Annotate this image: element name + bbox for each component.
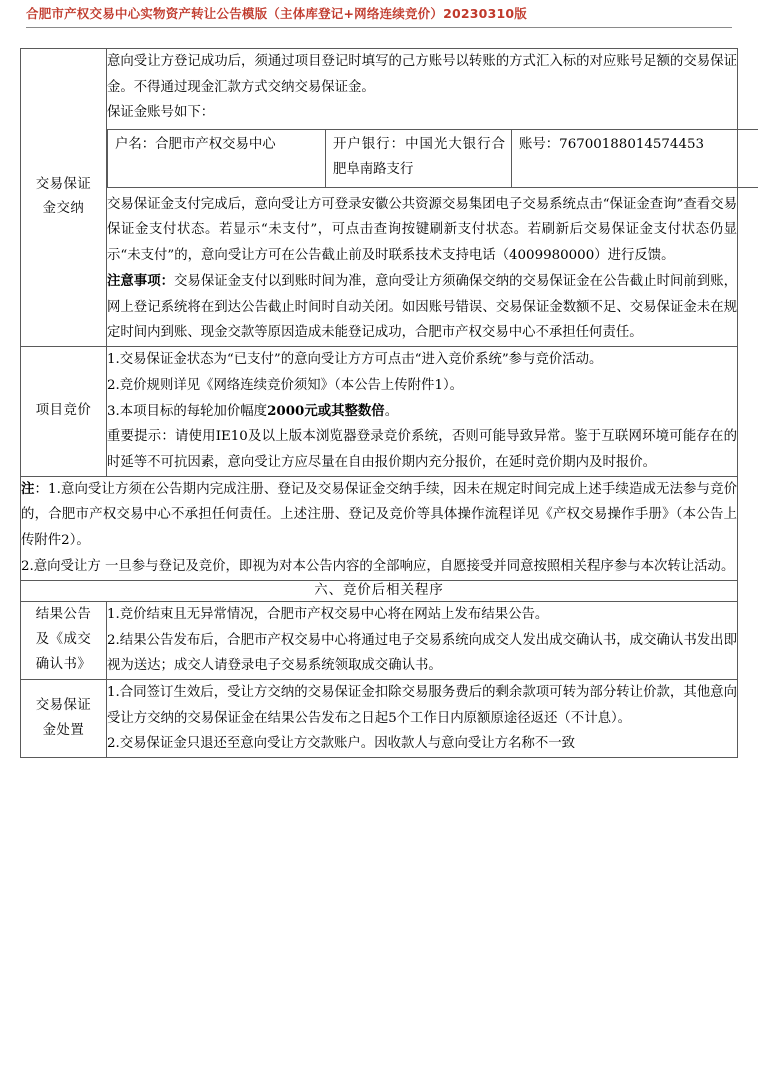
page-title: 合肥市产权交易中心实物资产转让公告模版（主体库登记+网络连续竞价）20230310版 [26,6,527,21]
account-no-label: 账号： [519,137,560,153]
notice-paragraph [107,269,737,346]
list-item: 1.交易保证金状态为“已支付”的意向受让方方可点击“进入竞价系统”参与竞价活动。 [107,352,603,368]
bank-name-cell [326,130,512,188]
account-name-label: 户名： [115,137,156,153]
row-label-line: 及《成交 [35,632,92,647]
announcement-table [20,48,738,758]
list-item: 2.结果公告发布后，合肥市产权交易中心将通过电子交易系统向成交人发出成交确认书，成交确认书发出即视为送达；成交人请登录电子交易系统领取成交确认书。 [107,632,737,674]
row-content-deposit-payment [107,48,738,346]
row-label-line: 结果公告 [35,607,92,623]
row-label-deposit-payment [21,48,107,346]
note-cell [21,476,738,580]
bank-account-name-cell [108,130,326,188]
row-content-project-bidding [107,347,738,477]
account-no-value: 76700188014574453 [559,137,705,153]
list-item: 2.交易保证金只退还至意向受让方交款账户。因收款人与意向受让方名称不一致 [107,736,576,752]
note-paragraph-2: 2.意向受让方 一旦参与登记及竞价，即视为对本公告内容的全部响应，自愿接受并同意按照相关程序参与本次转让活动。 [21,558,735,574]
paragraph: 交易保证金支付完成后，意向受让方可登录安徽公共资源交易集团电子交易系统点击“保证金查询”查看交易保证金支付状态。若显示“未支付”，可点击查询按键刷新支付状态。若刷新后交易保证金支付状态仍显示“未支付”的，意向受让方可在公告截止前及时联系技术支持电话（4009980000）进行反馈。 [107,196,737,264]
increment-prefix: 3.本项目标的每轮加价幅度 [107,403,268,419]
row-label-project-bidding [21,347,107,477]
note-label: 注 [21,480,35,497]
bank-label: 开户银行： [333,137,406,153]
note-paragraph-1 [21,477,737,554]
table-row [21,347,738,477]
announcement-table-wrapper [0,48,758,758]
bank-account-number-cell [512,130,758,188]
list-item: 1.合同签订生效后，受让方交纳的交易保证金扣除交易服务费后的剩余款项可转为部分转让价款，其他意向受让方交纳的交易保证金在结果公告发布之日起5个工作日内原额原途径返还（不计息）。 [107,685,737,726]
bank-value: 中国光大银行合肥阜南路支行 [333,137,506,177]
row-label-line: 交易保证 [35,697,92,713]
row-label-result-announcement [21,601,107,679]
row-content-result-announcement [107,601,738,679]
list-item: 2.竞价规则详见《网络连续竞价须知》（本公告上传附件1）。 [107,377,464,393]
bank-account-table [107,129,758,188]
account-name-value: 合肥市产权交易中心 [155,137,276,153]
bank-table-row [108,130,758,188]
table-row [21,601,738,679]
table-row [21,48,738,346]
notice-label: 注意事项： [107,272,175,289]
table-row-note [21,476,738,580]
row-content-deposit-disposal [107,680,738,758]
row-label-line: 项目竞价 [35,403,92,419]
header-divider [26,27,732,28]
row-label-line: 金交纳 [42,201,85,217]
increment-suffix: 。 [384,403,399,419]
row-label-line: 交易保证 [35,176,92,192]
list-item-increment [107,399,737,425]
table-row [21,680,738,758]
table-row-section-header [21,580,738,601]
paragraph: 意向受让方登记成功后，须通过项目登记时填写的己方账号以转账的方式汇入标的对应账号足额的交易保证金。不得通过现金汇款方式交纳交易保证金。 [107,53,737,95]
list-item: 1.竞价结束且无异常情况，合肥市产权交易中心将在网站上发布结果公告。 [107,606,549,622]
increment-amount: 2000元或其整数倍 [267,402,385,419]
row-label-line: 确认书》 [35,656,92,672]
row-label-deposit-disposal [21,680,107,758]
row-label-line: 金处置 [42,722,85,738]
paragraph: 保证金账号如下： [107,105,215,121]
section-header-title: 六、竞价后相关程序 [21,580,738,601]
notice-text: 交易保证金支付以到账时间为准，意向受让方须确保交纳的交易保证金在公告截止时间前到账，网上登记系统将在到达公告截止时间时自动关闭。如因账号错误、交易保证金数额不足、交易保证金未在规定时间内到账、现金交款等原因造成未能登记成功，合肥市产权交易中心不承担任何责任。 [107,273,738,341]
important-tip: 重要提示：请使用IE10及以上版本浏览器登录竞价系统，否则可能导致异常。鉴于互联网环境可能存在的时延等不可抗因素，意向受让方应尽量在自由报价期内充分报价，在延时竞价期内及时报价。 [107,429,737,471]
note-text-1: ：1.意向受让方须在公告期内完成注册、登记及交易保证金交纳手续，因未在规定时间完成上述手续造成无法参与竞价的，合肥市产权交易中心不承担任何责任。上述注册、登记及竞价等具体操作流程详见《产权交易操作手册》（本公告上传附件2）。 [21,481,737,549]
